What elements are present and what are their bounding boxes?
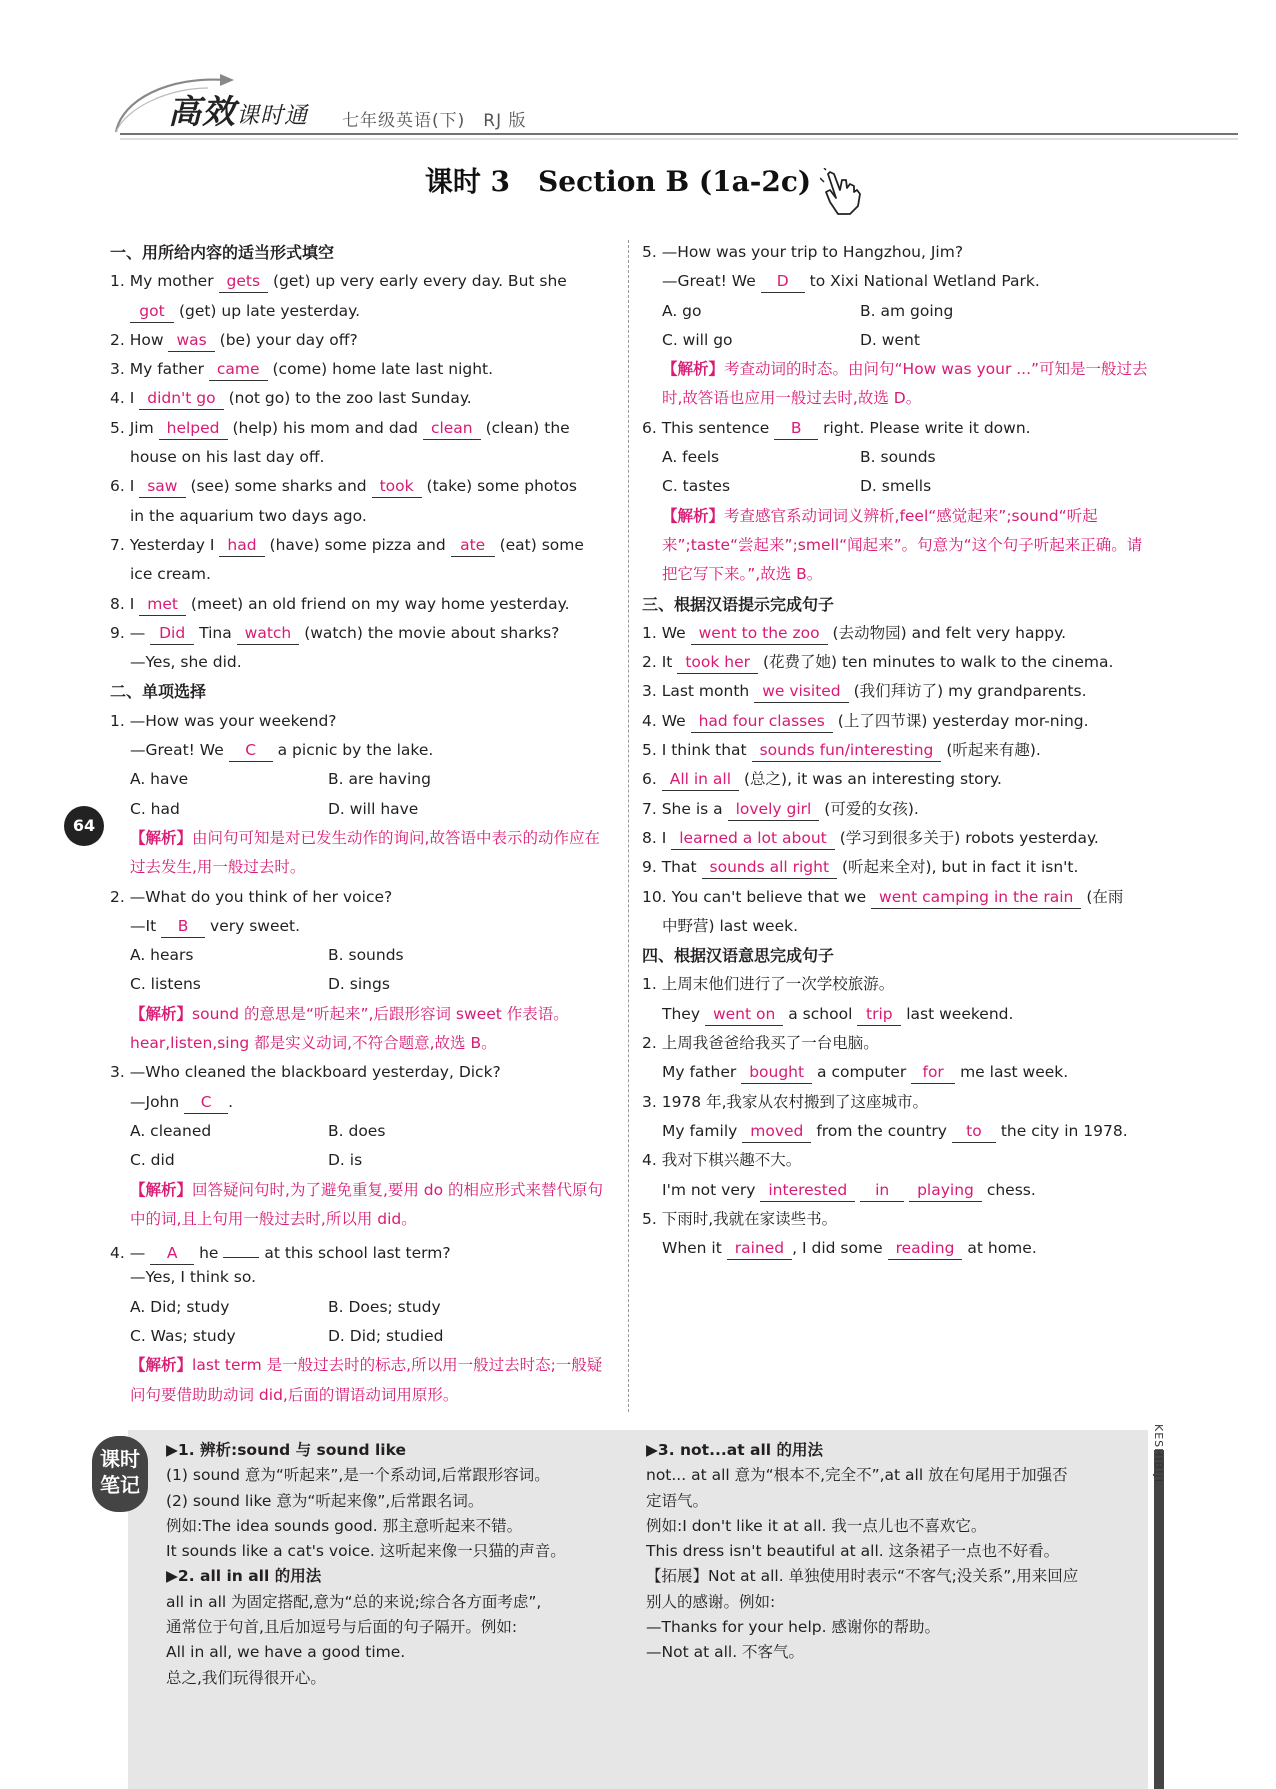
option-c: C. Was; study [130, 1326, 236, 1345]
translation-prompt: 1. 上周末他们进行了一次学校旅游。 [642, 975, 895, 994]
question-6-cont: in the aquarium two days ago. [130, 506, 367, 525]
side-strip-decoration [1154, 1450, 1164, 1789]
answer-blank: C [229, 738, 273, 762]
answer-blank: C [184, 1090, 228, 1114]
answer-blank: had [219, 533, 264, 557]
option-a: A. Did; study [130, 1297, 230, 1316]
answer-blank: ate [451, 533, 495, 557]
options-row [110, 941, 615, 970]
answer-blank: went on [705, 1002, 783, 1026]
sentence-10: 10. You can't believe that we went camping in the rain (在雨 [642, 883, 1152, 912]
answer-blank: was [168, 328, 214, 352]
option-c: C. listens [130, 975, 201, 994]
answer-blank: watch [237, 621, 300, 645]
note-line: all in all 为固定搭配,意为“总的来说;综合各方面考虑”, [166, 1592, 542, 1611]
note-line: not... at all 意为“根本不,完全不”,at all 放在句尾用于加强否 [646, 1466, 1068, 1485]
translation-answer: My father bought a computer for me last week. [642, 1058, 1152, 1087]
choice-question-2: 2. —What do you think of her voice? [110, 887, 393, 906]
question-7: 7. Yesterday I had (have) some pizza and ate (eat) some [110, 531, 615, 560]
translation-prompt: 3. 1978 年,我家从农村搬到了这座城市。 [642, 1092, 929, 1111]
left-column [110, 238, 615, 1410]
question-2: 2. How was (be) your day off? [110, 326, 615, 355]
sentence-6: 6. All in all (总之), it was an interesting story. [642, 765, 1152, 794]
note-line: —Not at all. 不客气。 [646, 1643, 805, 1662]
sentence-9: 9. That sounds all right (听起来全对), but in fact it isn't. [642, 853, 1152, 882]
answer-blank: sounds all right [702, 855, 838, 879]
note-line: 通常位于句首,且后加逗号与后面的句子隔开。例如: [166, 1618, 518, 1637]
option-b: B. am going [860, 301, 954, 320]
options-row [642, 443, 1152, 472]
side-label: KESHIBIJI [1152, 1424, 1165, 1483]
question-5: 5. Jim helped (help) his mom and dad clean (clean) the [110, 414, 615, 443]
right-column [642, 238, 1152, 1263]
translation-answer: I'm not very interested in playing chess. [642, 1176, 1152, 1205]
sentence-2: 2. It took her (花费了她) ten minutes to walk to the cinema. [642, 648, 1152, 677]
answer-blank: had four classes [691, 709, 833, 733]
note-line: 别人的感谢。例如: [646, 1592, 776, 1611]
sentence-4: 4. We had four classes (上了四节课) yesterday mor-ning. [642, 707, 1152, 736]
answer-blank: A [150, 1241, 194, 1265]
answer-blank: reading [888, 1236, 963, 1260]
sentence-8: 8. I learned a lot about (学习到很多关于) robots yesterday. [642, 824, 1152, 853]
section-heading: 四、根据汉语意思完成句子 [642, 946, 835, 966]
question-7-cont: ice cream. [130, 565, 211, 584]
brand-logo: 高效课时通 [168, 92, 308, 131]
answer-blank: clean [423, 416, 481, 440]
answer-blank: to [952, 1119, 996, 1143]
question-8: 8. I met (meet) an old friend on my way home yesterday. [110, 590, 615, 619]
note-line: It sounds like a cat's voice. 这听起来像一只猫的声音。 [166, 1542, 566, 1561]
choice-question-3-reply: —John C . [110, 1088, 615, 1117]
option-a: A. go [662, 301, 702, 320]
translation-prompt: 2. 上周我爸爸给我买了一台电脑。 [642, 1034, 879, 1053]
options-row [642, 472, 1152, 501]
choice-question-6: 6. This sentence B right. Please write it down. [642, 414, 1152, 443]
note-line: 例如:I don't like it at all. 我一点儿也不喜欢它。 [646, 1516, 987, 1535]
answer-blank: moved [742, 1119, 811, 1143]
note-line: All in all, we have a good time. [166, 1643, 406, 1662]
book-title: 七年级英语(下) RJ 版 [342, 111, 527, 131]
answer-blank: playing [909, 1178, 982, 1202]
answer-blank: gets [219, 269, 269, 293]
answer-blank: didn't go [139, 386, 223, 410]
sentence-3: 3. Last month we visited (我们拜访了) my grandparents. [642, 677, 1152, 706]
options-row [110, 795, 615, 824]
answer-blank: B [774, 416, 818, 440]
answer-blank: took [372, 474, 422, 498]
translation-answer: My family moved from the country to the city in 1978. [642, 1117, 1152, 1146]
answer-blank: in [860, 1178, 904, 1202]
explanation: 【解析】考查动词的时态。由问句“How was your ...”可知是一般过去时,故答语也应用一般过去时,故选 D。 [662, 360, 1148, 408]
note-line: 【拓展】Not at all. 单独使用时表示“不客气;没关系”,用来回应 [646, 1567, 1079, 1586]
option-a: A. hears [130, 946, 194, 965]
sentence-1: 1. We went to the zoo (去动物园) and felt very happy. [642, 619, 1152, 648]
sentence-5: 5. I think that sounds fun/interesting (听起来有趣). [642, 736, 1152, 765]
answer-blank [223, 1234, 259, 1258]
note-line: 例如:The idea sounds good. 那主意听起来不错。 [166, 1516, 523, 1535]
question-6: 6. I saw (see) some sharks and took (take) some photos [110, 472, 615, 501]
choice-question-5-reply: —Great! We D to Xixi National Wetland Park. [642, 267, 1152, 296]
option-d: D. smells [860, 477, 932, 496]
question-1-cont: got (get) up late yesterday. [110, 297, 615, 326]
question-5-cont: house on his last day off. [130, 448, 325, 467]
section-heading: 二、单项选择 [110, 682, 207, 702]
choice-question-4-reply: —Yes, I think so. [130, 1268, 257, 1287]
answer-blank: All in all [662, 767, 739, 791]
answer-blank: sounds fun/interesting [752, 738, 942, 762]
option-b: B. does [328, 1121, 386, 1140]
note-line: (2) sound like 意为“听起来像”,后常跟名词。 [166, 1491, 484, 1510]
option-a: A. feels [662, 448, 720, 467]
option-b: B. Does; study [328, 1297, 441, 1316]
explanation: 【解析】考查感官系动词词义辨析,feel“感觉起来”;sound“听起来”;taste“尝起来”;smell“闻起来”。句意为“这个句子听起来正确。请把它写下来。”,故选 B。 [662, 506, 1143, 584]
choice-question-5: 5. —How was your trip to Hangzhou, Jim? [642, 243, 964, 261]
answer-blank: interested [760, 1178, 855, 1202]
option-b: B. are having [328, 770, 431, 789]
answer-blank: helped [159, 416, 228, 440]
option-d: D. sings [328, 975, 390, 994]
option-a: A. have [130, 770, 189, 789]
translation-prompt: 5. 下雨时,我就在家读些书。 [642, 1209, 838, 1228]
note-line: This dress isn't beautiful at all. 这条裙子一点也不好看。 [646, 1542, 1060, 1561]
answer-blank: lovely girl [728, 797, 820, 821]
translation-answer: When it rained , I did some reading at home. [642, 1234, 1152, 1263]
answer-blank: met [139, 592, 186, 616]
translation-prompt: 4. 我对下棋兴趣不大。 [642, 1151, 802, 1170]
explanation: 【解析】last term 是一般过去时的标志,所以用一般过去时态;一般疑问句要借助助动词 did,后面的谓语动词用原形。 [130, 1356, 603, 1404]
answer-blank: rained [727, 1236, 792, 1260]
option-d: D. is [328, 1151, 363, 1170]
note-heading: ▶3. not...at all 的用法 [646, 1441, 823, 1459]
question-9-reply: —Yes, she did. [130, 653, 242, 672]
options-row [110, 1117, 615, 1146]
note-line: (1) sound 意为“听起来”,是一个系动词,后常跟形容词。 [166, 1466, 550, 1485]
notes-left-column [166, 1438, 636, 1691]
note-line: —Thanks for your help. 感谢你的帮助。 [646, 1618, 940, 1637]
option-b: B. sounds [860, 448, 936, 467]
question-1: 1. My mother gets (get) up very early every day. But she [110, 267, 615, 296]
answer-blank: took her [677, 650, 758, 674]
option-c: C. tastes [662, 477, 731, 496]
option-d: D. went [860, 330, 920, 349]
column-divider [628, 240, 629, 1412]
answer-blank: learned a lot about [671, 826, 835, 850]
note-heading: ▶1. 辨析:sound 与 sound like [166, 1441, 406, 1459]
options-row [110, 1293, 615, 1322]
pointing-hand-icon [820, 168, 864, 216]
choice-question-4: 4. — A he at this school last term? [110, 1234, 615, 1263]
explanation: 【解析】sound 的意思是“听起来”,后跟形容词 sweet 作表语。hear,listen,sing 都是实义动词,不符合题意,故选 B。 [130, 1004, 569, 1053]
options-row [110, 1322, 615, 1351]
answer-blank: came [209, 357, 268, 381]
answer-blank: went to the zoo [691, 621, 828, 645]
options-row [110, 765, 615, 794]
translation-answer: They went on a school trip last weekend. [642, 1000, 1152, 1029]
answer-blank: B [161, 914, 205, 938]
sentence-7: 7. She is a lovely girl (可爱的女孩). [642, 795, 1152, 824]
answer-blank: went camping in the rain [871, 885, 1081, 909]
sentence-10-cont: 中野营) last week. [662, 916, 799, 935]
question-4: 4. I didn't go (not go) to the zoo last Sunday. [110, 384, 615, 413]
choice-question-1-reply: —Great! We C a picnic by the lake. [110, 736, 615, 765]
answer-blank: bought [741, 1060, 812, 1084]
option-c: C. will go [662, 330, 733, 349]
notes-badge: 课时 笔记 [92, 1436, 148, 1512]
answer-blank: Did [150, 621, 194, 645]
options-row [642, 297, 1152, 326]
options-row [110, 970, 615, 999]
lesson-title: 课时 3 Section B (1a-2c) [424, 165, 812, 198]
answer-blank: got [130, 299, 174, 323]
page-number: 64 [64, 806, 104, 846]
answer-blank: trip [857, 1002, 901, 1026]
choice-question-1: 1. —How was your weekend? [110, 711, 337, 730]
question-3: 3. My father came (come) home late last night. [110, 355, 615, 384]
option-a: A. cleaned [130, 1121, 212, 1140]
choice-question-3: 3. —Who cleaned the blackboard yesterday, Dick? [110, 1063, 501, 1082]
notes-right-column [646, 1438, 1146, 1666]
answer-blank: for [911, 1060, 955, 1084]
note-heading: ▶2. all in all 的用法 [166, 1567, 322, 1586]
explanation: 【解析】由问句可知是对已发生动作的询问,故答语中表示的动作应在过去发生,用一般过去时。 [130, 828, 600, 877]
answer-blank: D [761, 269, 805, 293]
option-d: D. will have [328, 799, 419, 818]
choice-question-2-reply: —It B very sweet. [110, 912, 615, 941]
question-9: 9. — Did Tina watch (watch) the movie about sharks? [110, 619, 615, 648]
options-row [110, 1146, 615, 1175]
section-heading: 三、根据汉语提示完成句子 [642, 594, 835, 614]
section-heading: 一、用所给内容的适当形式填空 [110, 243, 335, 262]
answer-blank: saw [139, 474, 185, 498]
note-line: 总之,我们玩得很开心。 [166, 1668, 326, 1687]
answer-blank: we visited [754, 679, 848, 703]
explanation: 【解析】回答疑问句时,为了避免重复,要用 do 的相应形式来替代原句中的词,且上句用一般过去时,所以用 did。 [130, 1180, 604, 1228]
option-c: C. had [130, 799, 180, 818]
note-line: 定语气。 [646, 1491, 709, 1510]
option-c: C. did [130, 1151, 175, 1170]
option-d: D. Did; studied [328, 1326, 444, 1345]
options-row [642, 326, 1152, 355]
option-b: B. sounds [328, 946, 404, 965]
